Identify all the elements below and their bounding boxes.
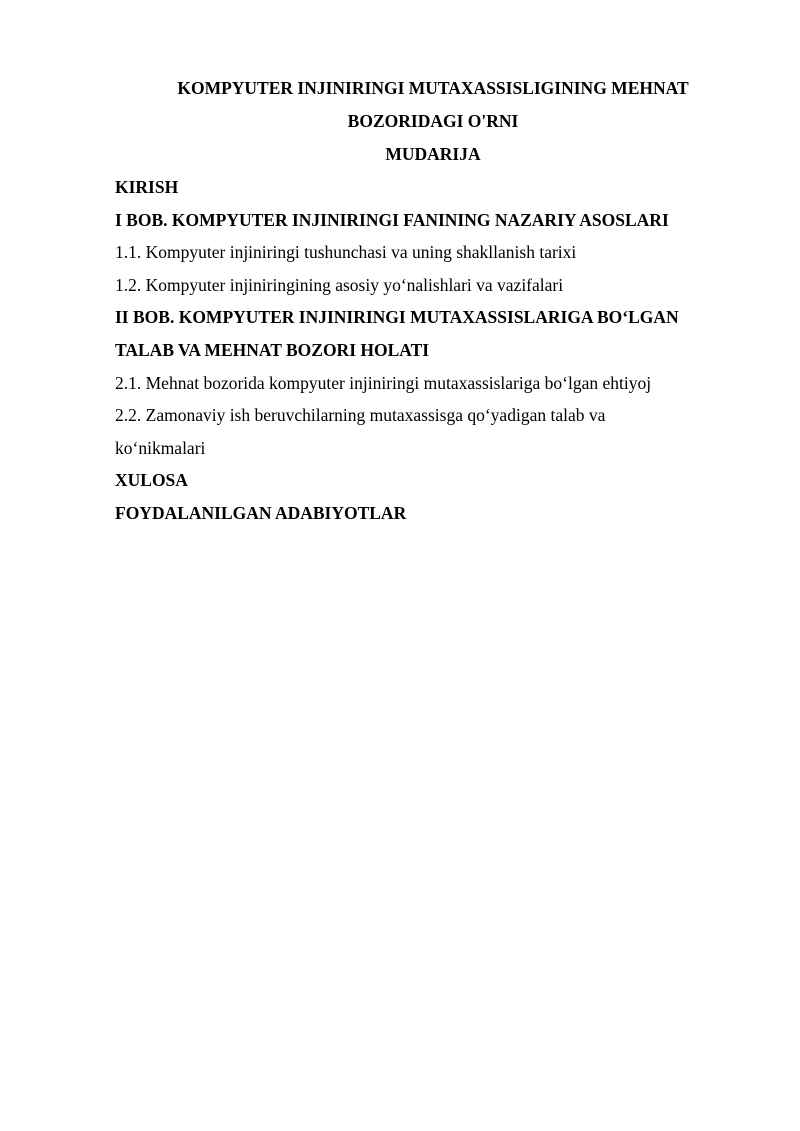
toc-entry-chapter-2: II BOB. KOMPYUTER INJINIRINGI MUTAXASSISLARIGA BO‘LGAN TALAB VA MEHNAT BOZORI HOLATI [115, 307, 679, 360]
toc-entry-introduction: KIRISH [115, 177, 179, 197]
toc-entry-section-2-1: 2.1. Mehnat bozorida kompyuter injiniringi mutaxassislariga bo‘lgan ehtiyoj [115, 372, 652, 393]
toc-entry-section-2-2: 2.2. Zamonaviy ish beruvchilarning mutaxassisga qo‘yadigan talab va ko‘nikmalari [115, 405, 606, 458]
document-title: KOMPYUTER INJINIRINGI MUTAXASSISLIGINING MEHNAT BOZORIDAGI O'RNI [177, 78, 689, 131]
document-content [115, 72, 727, 530]
toc-entry-section-1-2: 1.2. Kompyuter injiniringining asosiy yo‘nalishlari va vazifalari [115, 274, 564, 295]
toc-entry-chapter-1: I BOB. KOMPYUTER INJINIRINGI FANINING NAZARIY ASOSLARI [115, 209, 669, 230]
toc-entry-references: FOYDALANILGAN ADABIYOTLAR [115, 502, 407, 523]
toc-entry-conclusion: XULOSA [115, 470, 188, 491]
toc-entry-section-1-1: 1.1. Kompyuter injiniringi tushunchasi va uning shakllanish tarixi [115, 242, 577, 263]
toc-heading: MUDARIJA [385, 144, 481, 164]
